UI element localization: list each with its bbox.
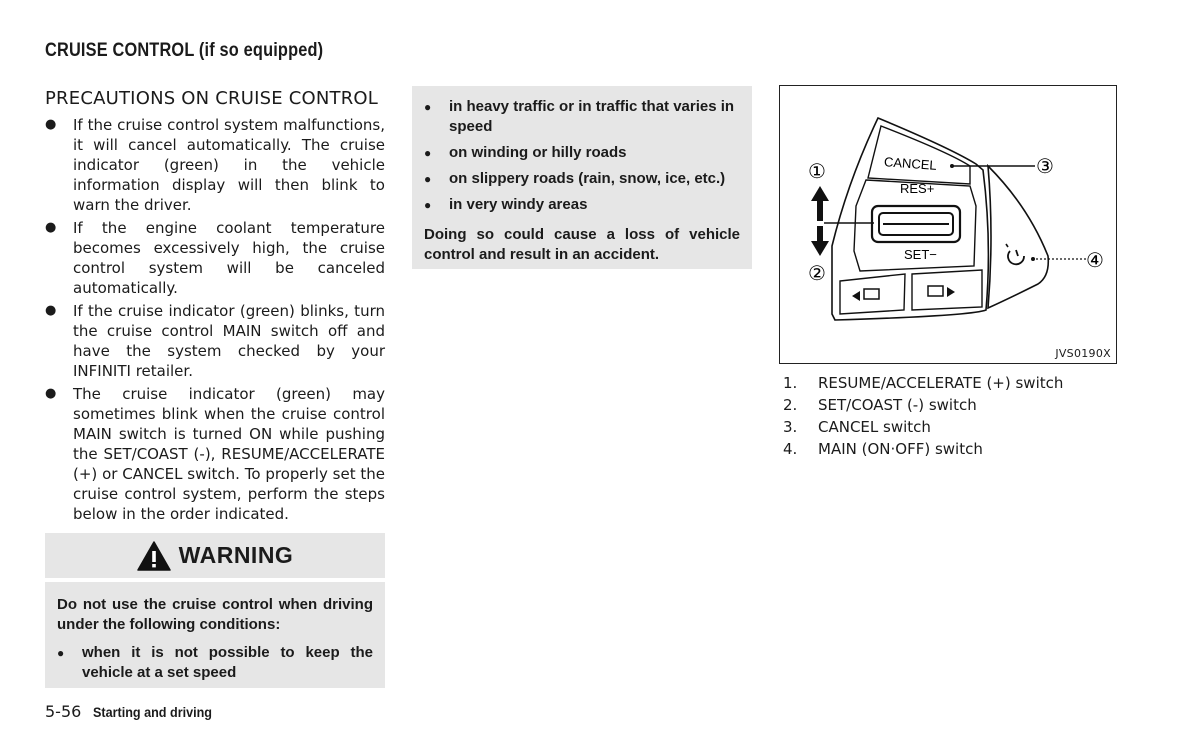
arrow-down-icon (811, 226, 829, 256)
list-item (45, 301, 385, 381)
list-item (424, 143, 740, 163)
warning-body (45, 582, 385, 688)
page-footer (45, 702, 226, 721)
precautions-heading: PRECAUTIONS ON CRUISE CONTROL (45, 88, 379, 109)
cruise-switch-figure (779, 85, 1117, 364)
list-item-text: If the cruise indicator (green) blinks, turn the cruise control MAIN switch off and have the system checked by your INFINITI retailer. (73, 302, 385, 380)
callout-3: ③ (1036, 154, 1054, 178)
figure-code: JVS0190X (1055, 347, 1111, 360)
list-item-text: on slippery roads (rain, snow, ice, etc.) (449, 170, 726, 187)
precautions-list (45, 115, 385, 527)
list-item-text: in heavy traffic or in traffic that varies in speed (449, 98, 735, 135)
list-item-text: in very windy areas (449, 196, 588, 213)
bullet-dot-icon: ● (424, 100, 432, 114)
cancel-label: CANCEL (883, 154, 938, 173)
callout-2: ② (808, 261, 826, 285)
legend-text: MAIN (ON·OFF) switch (818, 440, 983, 458)
list-item (45, 115, 385, 215)
warning-continuation (412, 86, 752, 269)
callout-4: ④ (1086, 248, 1104, 272)
arrow-up-icon (811, 186, 829, 221)
legend-item (783, 372, 1113, 394)
bullet-dot-icon: ● (45, 220, 57, 235)
callout-1: ① (808, 159, 826, 183)
legend-item (783, 394, 1113, 416)
legend-text: SET/COAST (-) switch (818, 396, 977, 414)
res-label: RES+ (900, 181, 935, 196)
list-item-text: If the cruise control system malfunctions, it will cancel automatically. The cruise indicator (green) in the vehicle information display will then blink to warn the driver. (73, 116, 385, 214)
bullet-dot-icon: ● (424, 172, 432, 186)
bullet-dot-icon: ● (57, 646, 65, 660)
list-item (424, 195, 740, 215)
legend-item (783, 416, 1113, 438)
list-item (424, 97, 740, 137)
chapter-title: Starting and driving (93, 704, 213, 720)
warning-conditions-list (57, 643, 373, 683)
legend-text: RESUME/ACCELERATE (+) switch (818, 374, 1064, 392)
list-item-text: If the engine coolant temperature becomes excessively high, the cruise control system will be canceled automatically. (73, 219, 385, 297)
warning-header (45, 533, 385, 578)
warning-triangle-icon (137, 541, 171, 571)
list-item-text: on winding or hilly roads (449, 144, 627, 161)
switch-legend (783, 372, 1113, 460)
legend-item (783, 438, 1113, 460)
list-item-text: when it is not possible to keep the vehicle at a set speed (82, 644, 373, 681)
bullet-dot-icon: ● (45, 386, 57, 401)
warning-intro: Do not use the cruise control when driving under the following conditions: (57, 596, 373, 633)
legend-number: 2. (783, 396, 798, 414)
list-item (57, 643, 373, 683)
warning-title: WARNING (178, 542, 294, 568)
section-title: CRUISE CONTROL (if so equipped) (45, 40, 324, 61)
steering-switch-illustration (780, 86, 1116, 363)
legend-number: 1. (783, 374, 798, 392)
list-item-text: The cruise indicator (green) may sometimes blink when the cruise control MAIN switch is turned ON while pushing the SET/COAST (-), RESUME/ACCELERATE (+) or CANCEL switch. To properly set the cruise control system, perform the steps below in the order indicated. (73, 385, 385, 523)
list-item (45, 218, 385, 298)
page-number: 5-56 (45, 702, 82, 721)
legend-number: 4. (783, 440, 798, 458)
list-item (45, 384, 385, 524)
main-switch[interactable] (988, 166, 1048, 308)
legend-text: CANCEL switch (818, 418, 931, 436)
bullet-dot-icon: ● (45, 303, 57, 318)
bullet-dot-icon: ● (45, 117, 57, 132)
set-label: SET− (904, 247, 937, 262)
warning-consequence: Doing so could cause a loss of vehicle control and result in an accident. (424, 226, 740, 263)
bullet-dot-icon: ● (424, 146, 432, 160)
legend-number: 3. (783, 418, 798, 436)
bullet-dot-icon: ● (424, 198, 432, 212)
list-item (424, 169, 740, 189)
warning-conditions-list-continued (424, 97, 740, 215)
